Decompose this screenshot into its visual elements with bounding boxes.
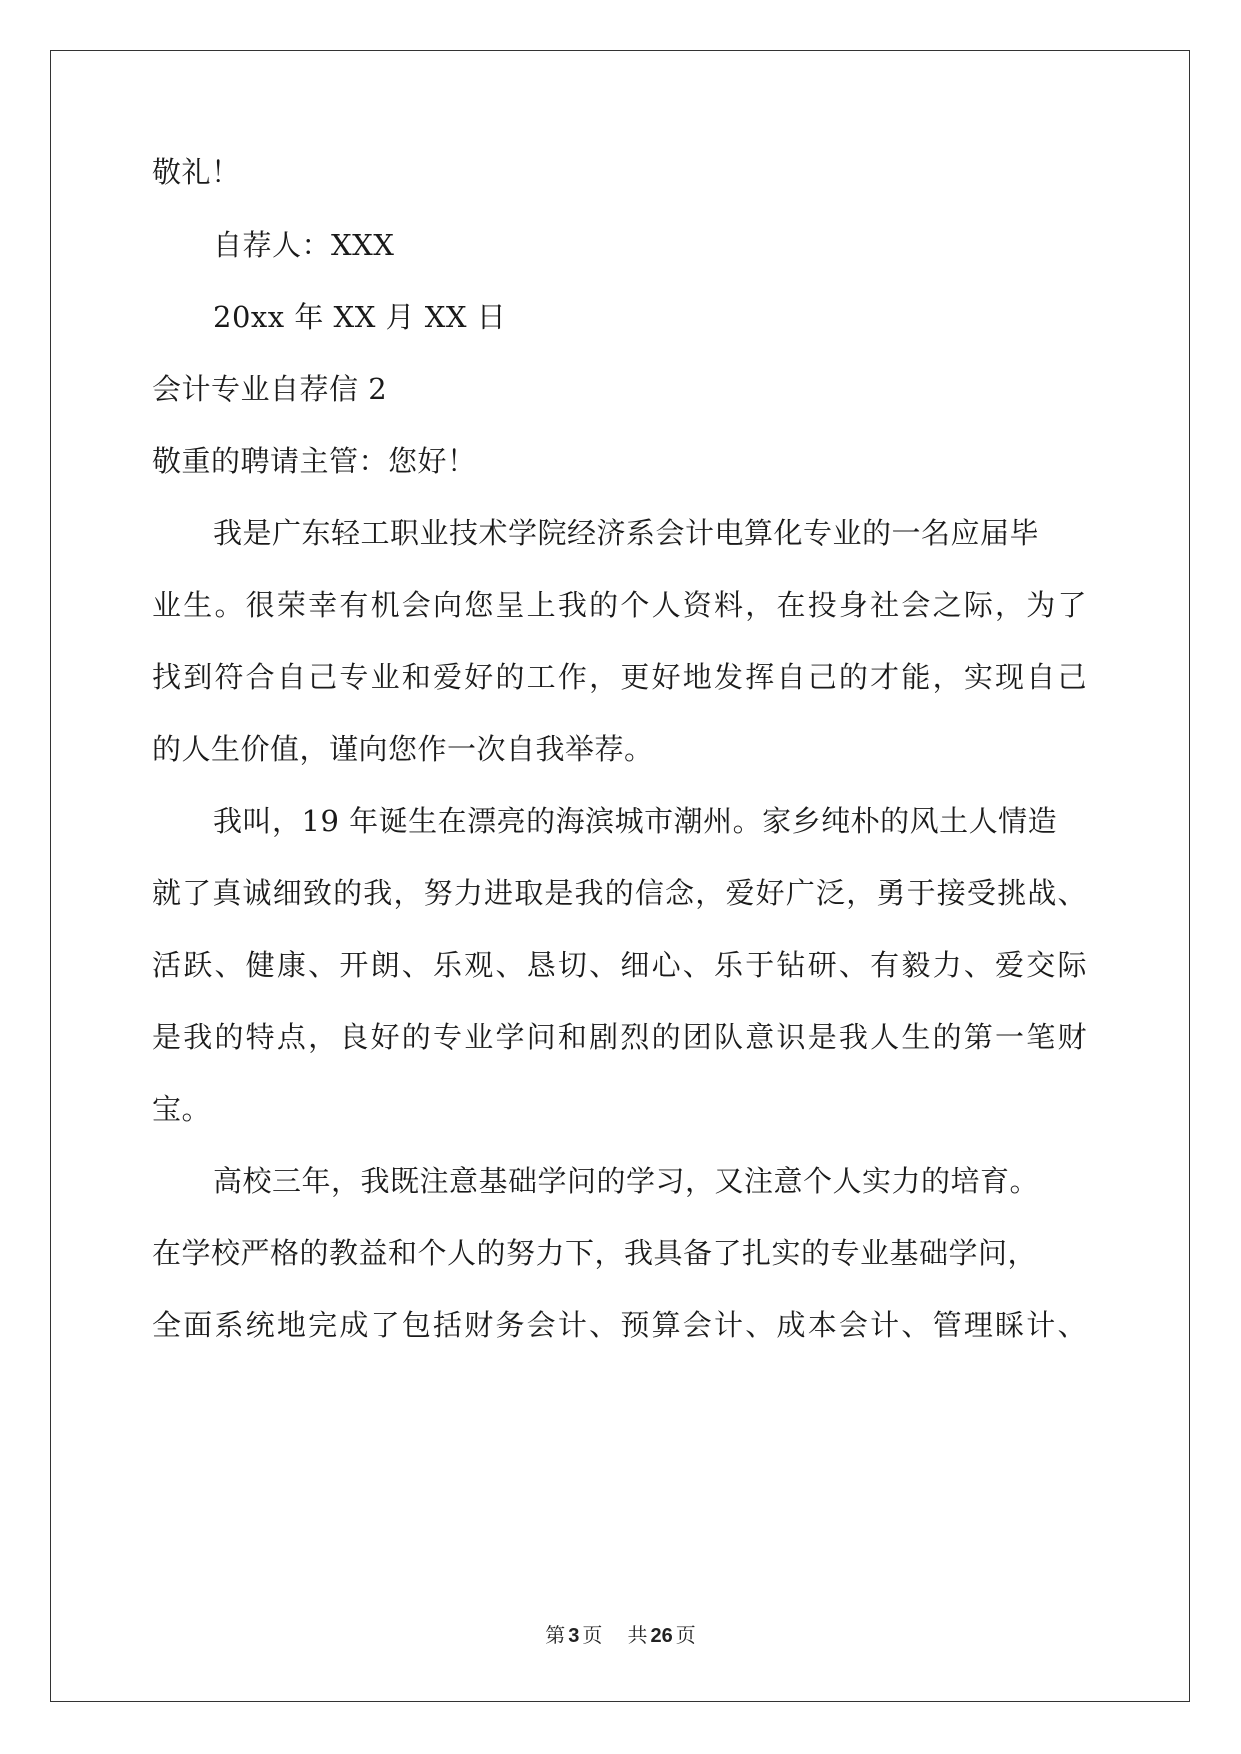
- footer-total-unit: 页: [675, 1623, 696, 1647]
- footer-page-unit: 页: [582, 1623, 603, 1647]
- paragraph-line: 就了真诚细致的我，努力进取是我的信念，爱好广泛，勇于接受挑战、: [152, 876, 1087, 910]
- footer-total-pages: 26: [650, 1625, 673, 1647]
- paragraph-line: 我是广东轻工职业技术学院经济系会计电算化专业的一名应届毕: [213, 516, 1040, 550]
- paragraph-line: 我叫，19 年诞生在漂亮的海滨城市潮州。家乡纯朴的风土人情造: [213, 804, 1058, 838]
- footer-prefix: 第: [545, 1623, 566, 1647]
- page-footer: [0, 1622, 1241, 1649]
- paragraph-line: 活跃、健康、开朗、乐观、恳切、细心、乐于钻研、有毅力、爱交际: [152, 948, 1087, 982]
- paragraph-line: 业生。很荣幸有机会向您呈上我的个人资料，在投身社会之际，为了: [152, 588, 1087, 622]
- paragraph-line: 的人生价值，谨向您作一次自我举荐。: [152, 732, 654, 766]
- paragraph-line: 宝。: [152, 1092, 212, 1126]
- paragraph-line: 找到符合自己专业和爱好的工作，更好地发挥自己的才能，实现自己: [152, 660, 1087, 694]
- letter-title: 会计专业自荐信 2: [152, 372, 388, 406]
- paragraph-line: 在学校严格的教益和个人的努力下，我具备了扎实的专业基础学问，: [152, 1236, 1038, 1270]
- paragraph-line: 是我的特点，良好的专业学问和剧烈的团队意识是我人生的第一笔财: [152, 1020, 1087, 1054]
- paragraph-line: 高校三年，我既注意基础学问的学习，又注意个人实力的培育。: [213, 1164, 1040, 1198]
- footer-total-prefix: 共: [627, 1623, 648, 1647]
- paragraph-line: 全面系统地完成了包括财务会计、预算会计、成本会计、管理睬计、: [152, 1308, 1087, 1342]
- closing-salutation: 敬礼！: [152, 155, 241, 189]
- greeting-line: 敬重的聘请主管：您好！: [152, 444, 477, 478]
- signer-line: 自荐人：XXX: [213, 228, 395, 262]
- date-line: 20xx 年 XX 月 XX 日: [213, 300, 507, 334]
- footer-current-page: 3: [568, 1625, 580, 1647]
